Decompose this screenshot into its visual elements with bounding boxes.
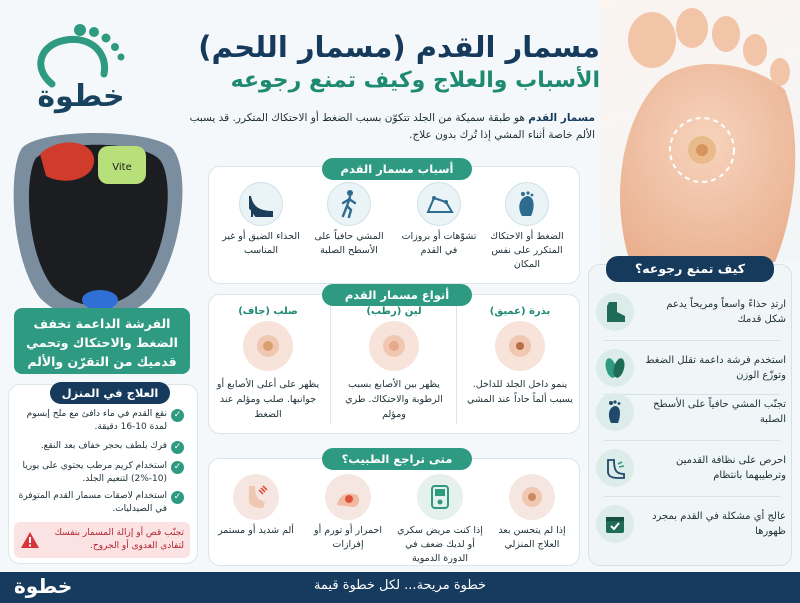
prevention-item [596,344,786,392]
insole-caption: الفرشة الداعمة تخفف الضغط والاحتكاك وتحمي قدميك من التقرّن والألم [14,308,190,374]
prevention-item [596,444,786,492]
footprint-logo-icon [22,18,140,88]
home-item [14,440,184,454]
prevention-title: كيف تمنع رجوعه؟ [606,256,774,282]
cause-item [484,182,570,272]
doctor-item [488,474,576,552]
home-item-text: فرك بلطف بحجر خفاف بعد النقع. [40,441,167,451]
foot-care-icon [596,449,634,487]
home-item-text: نقع القدم في ماء دافئ مع ملح إبسوم لمدة 10-16 دقيقة. [26,409,167,432]
foot-pressure-icon [505,182,549,226]
hard-corn-icon [243,321,293,371]
type-desc: يظهر بين الأصابع بسبب الرطوبة والاحتكاك. طري ومؤلم [345,379,443,420]
divider [604,440,780,441]
calendar-check-icon [596,505,634,543]
types-title: أنواع مسمار القدم [322,284,472,306]
type-name: لين (رطب) [366,306,422,317]
prevention-item [596,288,786,336]
brand-logo [22,18,140,118]
insole-photo [0,128,200,318]
check-icon: ✓ [171,409,184,422]
type-desc: يظهر على أعلى الأصابع أو جوانبها. صلب ومؤلم عند الضغط [216,379,320,420]
check-icon: ✓ [171,441,184,454]
prevention-label: احرص على نظافة القدمين وترطيبهما بانتظام [675,455,786,481]
painful-foot-icon [233,474,279,520]
cause-label: تشوّهات أو بروزات في القدم [401,231,477,256]
foot-sole-photo [600,0,800,262]
cause-label: المشي حافياً على الأسطح الصلبة [314,231,384,256]
boot-icon [596,293,634,331]
footer-bar [0,572,800,603]
footer-tagline: خطوة مريحة... لكل خطوة قيمة [313,578,487,593]
insole-brand-text: Vite [112,162,132,173]
intro-bold: مسمار القدم [528,112,595,124]
prevention-label: استخدم فرشة داعمة تقلل الضغط وتوزّع الوزن [645,355,786,381]
causes-title: أسباب مسمار القدم [322,158,472,180]
divider [456,306,457,424]
divider [330,306,331,424]
prevention-label: ارتدِ حذاءً واسعاً ومريحاً يدعم شكل قدمك [666,299,786,325]
doctor-item [396,474,484,566]
swollen-foot-icon [325,474,371,520]
check-icon: ✓ [171,491,184,504]
doctor-item [212,474,300,538]
divider [604,496,780,497]
deep-corn-icon [495,321,545,371]
warning-icon [20,531,40,549]
page-subtitle: الأسباب والعلاج وكيف تمنع رجوعه [230,68,600,93]
bare-foot-icon [596,393,634,431]
intro-text [175,110,595,144]
home-item-text: استخدام كريم مرطب يحتوي على يوريا (10-%2) لتنعيم الجلد. [22,461,167,484]
home-item-text: استخدام لاصقات مسمار القدم المتوفرة في الصيدليات. [18,491,167,514]
foot-bone-icon [417,182,461,226]
intro-rest: هو طبقة سميكة من الجلد تتكوّن بسبب الضغط أو الاحتكاك المتكرر. قد يسبب الألم خاصة أثناء المشي إذا تُرك بدون علاج. [189,112,595,141]
doctor-label: إذا لم يتحسن بعد العلاج المنزلي [498,525,566,550]
cause-label: الضغط أو الاحتكاك المتكرر على نفس المكان [490,231,564,270]
divider [604,340,780,341]
insoles-icon [596,349,634,387]
warning-box [14,522,190,558]
prevention-item [596,388,786,436]
home-item [14,490,184,516]
type-item [212,306,324,422]
doctor-label: إذا كنت مريض سكري أو لديك ضعف في الدورة الدموية [397,525,483,564]
soft-corn-icon [369,321,419,371]
type-name: صلب (جاف) [238,306,298,317]
doctor-label: احمرار أو تورم أو إفرازات [313,525,382,550]
type-item [338,306,450,422]
type-item [464,306,576,407]
walking-person-icon [327,182,371,226]
page-title: مسمار القدم (مسمار اللحم) [198,30,600,64]
doctor-item [304,474,392,552]
logo-text: خطوة [37,79,125,114]
prevention-label: تجنّب المشي حافياً على الأسطح الصلبة [653,399,786,425]
home-item [14,408,184,434]
doctor-title: متى تراجع الطبيب؟ [322,448,472,470]
glucose-meter-icon [417,474,463,520]
prevention-item [596,500,786,548]
footer-logo: خطوة [14,574,73,598]
cause-label: الحذاء الضيق أو غير المناسب [222,231,300,256]
cause-item [218,182,304,258]
warning-text: تجنّب قص أو إزالة المسمار بنفسك لتفادي العدوى أو الجروح. [54,528,184,551]
type-desc: ينمو داخل الجلد للداخل. يسبب ألماً حاداً عند المشي [467,379,573,405]
corn-icon [509,474,555,520]
cause-item [396,182,482,258]
type-name: بذرة (عميق) [489,306,551,317]
doctor-label: ألم شديد أو مستمر [218,525,294,536]
cause-item [306,182,392,258]
high-heel-icon [239,182,283,226]
prevention-label: عالج أي مشكلة في القدم بمجرد ظهورها [652,511,786,537]
check-icon: ✓ [171,461,184,474]
home-treatment-title: العلاج في المنزل [50,382,170,404]
home-item [14,460,184,486]
